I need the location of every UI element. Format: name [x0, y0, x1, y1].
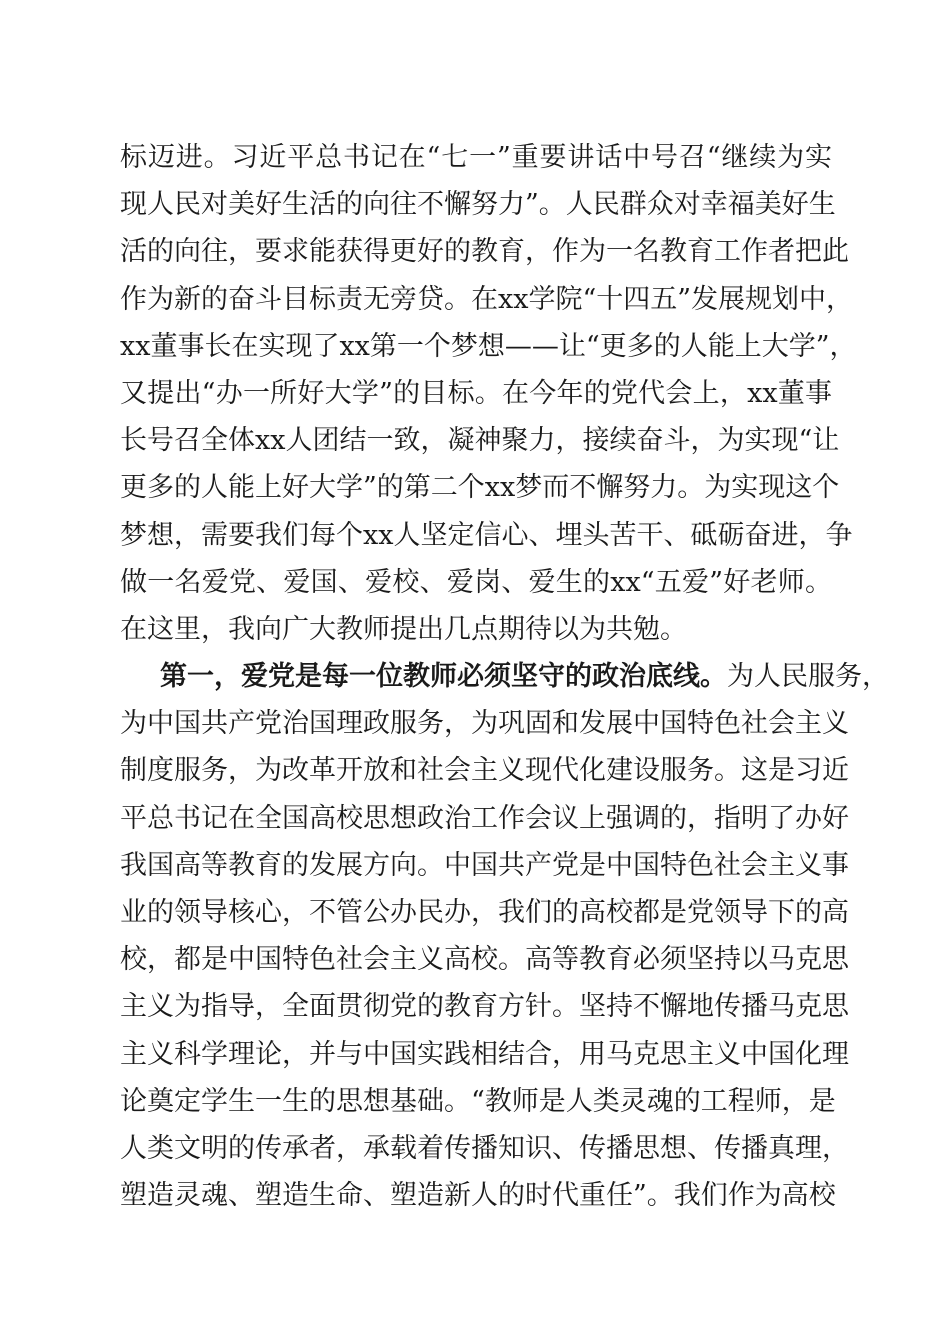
text-line: 人类文明的传承者，承载着传播知识、传播思想、传播真理，: [120, 1132, 849, 1164]
text-run: 为人民服务，: [727, 661, 889, 693]
text-line: 主义为指导，全面贯彻党的教育方针。坚持不懈地传播马克思: [120, 991, 849, 1023]
document-body: [120, 134, 889, 1219]
text-line: 制度服务，为改革开放和社会主义现代化建设服务。这是习近: [120, 755, 849, 787]
text-line: 标迈进。习近平总书记在“七一”重要讲话中号召“继续为实: [120, 142, 832, 173]
paragraph-first-line: [120, 653, 889, 700]
text-line: 作为新的奋斗目标责无旁贷。在xx学院“十四五”发展规划中，: [120, 283, 854, 315]
text-line: 主义科学理论，并与中国实践相结合，用马克思主义中国化理: [120, 1038, 849, 1070]
text-line: 在这里，我向广大教师提出几点期待以为共勉。: [120, 613, 687, 645]
text-line: xx董事长在实现了xx第一个梦想——让“更多的人能上大学”，: [120, 330, 857, 362]
text-line: 长号召全体xx人团结一致，凝神聚力，接续奋斗，为实现“让: [120, 425, 840, 457]
text-line: 我国高等教育的发展方向。中国共产党是中国特色社会主义事: [120, 849, 849, 881]
text-line: 又提出“办一所好大学”的目标。在今年的党代会上，xx董事: [120, 377, 832, 409]
text-line: 塑造灵魂、塑造生命、塑造新人的时代重任”。我们作为高校: [120, 1180, 836, 1212]
text-line: 现人民对美好生活的向往不懈努力”。人民群众对幸福美好生: [120, 189, 836, 221]
text-line: 论奠定学生一生的思想基础。“教师是人类灵魂的工程师，是: [120, 1085, 836, 1117]
text-line: 校，都是中国特色社会主义高校。高等教育必须坚持以马克思: [120, 944, 849, 976]
text-line: 更多的人能上好大学”的第二个xx梦而不懈努力。为实现这个: [120, 472, 840, 504]
section-heading: 第一，爱党是每一位教师必须坚守的政治底线。: [160, 661, 727, 693]
text-line: 平总书记在全国高校思想政治工作会议上强调的，指明了办好: [120, 802, 849, 834]
text-line: 活的向往，要求能获得更好的教育，作为一名教育工作者把此: [120, 236, 849, 268]
paragraph-1: [120, 134, 857, 653]
text-line: 为中国共产党治国理政服务，为巩固和发展中国特色社会主义: [120, 708, 849, 740]
text-line: 业的领导核心，不管公办民办，我们的高校都是党领导下的高: [120, 897, 849, 928]
text-line: 梦想，需要我们每个xx人坚定信心、埋头苦干、砥砺奋进，争: [120, 519, 853, 551]
text-line: 做一名爱党、爱国、爱校、爱岗、爱生的xx“五爱”好老师。: [120, 566, 832, 598]
paragraph-2: [120, 653, 889, 1219]
